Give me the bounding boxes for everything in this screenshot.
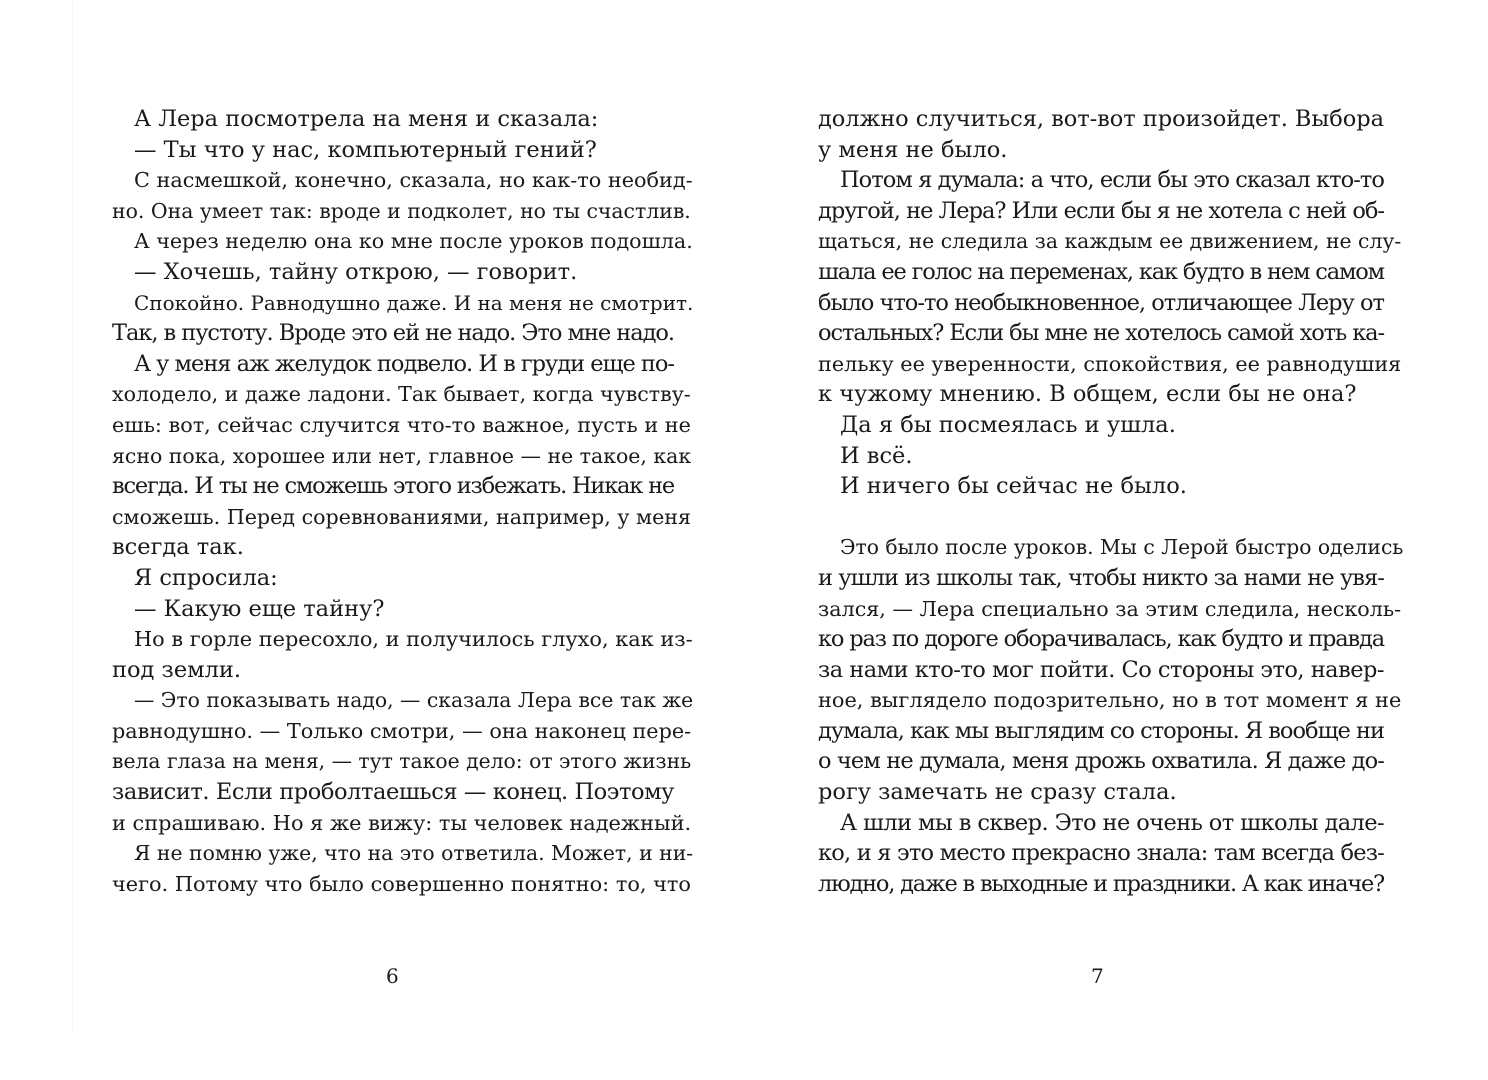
right-page [744, 0, 1488, 1080]
text-line: холодело, и даже ладони. Так бывает, когда чувству- [112, 382, 691, 407]
text-line: всегда. И ты не сможешь этого избежать. Никак не [112, 473, 674, 500]
text-line: Так, в пустоту. Вроде это ей не надо. Это мне надо. [112, 320, 674, 347]
text-line: — Какую еще тайну? [134, 595, 385, 622]
text-line: рогу замечать не сразу стала. [818, 779, 1177, 806]
text-line: ное, выглядело подозрительно, но в тот момент я не [818, 688, 1402, 713]
text-line: ко раз по дороге оборачивалась, как будто и правда [818, 626, 1384, 653]
text-line: Я не помню уже, что на это ответила. Может, и ни- [134, 841, 694, 866]
text-line [818, 502, 1384, 533]
text-line: А шли мы в сквер. Это не очень от школы дале- [840, 809, 1384, 836]
text-line: И ничего бы сейчас не было. [840, 473, 1187, 500]
text-line: зависит. Если проболтаешься — конец. Поэтому [112, 779, 674, 806]
text-line: о чем не думала, меня дрожь охватила. Я даже до- [818, 748, 1384, 775]
text-line: С насмешкой, конечно, сказала, но как-то необид- [134, 168, 693, 193]
text-line: к чужому мнению. В общем, если бы не она? [818, 381, 1357, 408]
right-page-text [818, 104, 1404, 899]
text-line: щаться, не следила за каждым ее движением, не слу- [818, 229, 1402, 254]
text-line: — Это показывать надо, — сказала Лера все так же [134, 688, 694, 713]
text-line: под земли. [112, 656, 242, 683]
text-line: у меня не было. [818, 136, 1008, 163]
text-line: А у меня аж желудок подвело. И в груди еще по- [134, 350, 674, 377]
text-line: — Ты что у нас, компьютерный гений? [134, 136, 597, 163]
page-number-left: 6 [386, 964, 399, 988]
text-line: И всё. [840, 442, 913, 469]
text-line: другой, не Лера? Или если бы я не хотела с ней об- [818, 197, 1384, 224]
text-line: но. Она умеет так: вроде и подколет, но ты счастлив. [112, 198, 691, 223]
text-line: зался, — Лера специально за этим следила, несколь- [818, 596, 1402, 621]
text-line: должно случиться, вот-вот произойдет. Выбора [818, 106, 1384, 132]
text-line: остальных? Если бы мне не хотелось самой хоть ка- [818, 320, 1384, 347]
text-line: и спрашиваю. Но я же вижу: ты человек надежный. [112, 810, 692, 835]
text-line: пельку ее уверенности, спокойствия, ее равнодушия [818, 351, 1402, 376]
text-line: сможешь. Перед соревнованиями, например, у меня [112, 504, 692, 529]
text-line: вела глаза на меня, — тут такое дело: от этого жизнь [112, 749, 692, 774]
text-line: людно, даже в выходные и праздники. А как иначе? [818, 870, 1384, 897]
text-line: думала, как мы выглядим со стороны. Я вообще ни [818, 717, 1384, 744]
text-line: Да я бы посмеялась и ушла. [840, 411, 1176, 438]
text-line: и ушли из школы так, чтобы никто за нами не увя- [818, 564, 1384, 591]
text-line: ешь: вот, сейчас случится что-то важное, пусть и не [112, 412, 691, 437]
page-number-right: 7 [1091, 964, 1104, 988]
text-line: ко, и я это место прекрасно знала: там всегда без- [818, 840, 1384, 867]
text-line: А через неделю она ко мне после уроков подошла. [134, 229, 693, 254]
left-page-text [112, 104, 694, 899]
text-line: Я спросила: [134, 564, 278, 591]
text-line: Потом я думала: а что, если бы это сказал кто-то [840, 167, 1384, 194]
text-line: ясно пока, хорошее или нет, главное — не такое, как [112, 443, 692, 468]
text-line: всегда так. [112, 534, 244, 561]
text-line: А Лера посмотрела на меня и сказала: [134, 106, 599, 132]
text-line: шала ее голос на переменах, как будто в нем самом [818, 258, 1384, 285]
text-line: было что-то необыкновенное, отличающее Леру от [818, 289, 1384, 316]
text-line: Но в горле пересохло, и получилось глухо, как из- [134, 627, 693, 652]
text-line: чего. Потому что было совершенно понятно: то, что [112, 871, 691, 896]
text-line: Это было после уроков. Мы с Лерой быстро оделись [840, 535, 1404, 560]
text-line: Спокойно. Равнодушно даже. И на меня не смотрит. [134, 290, 694, 315]
text-line: за нами кто-то мог пойти. Со стороны это, навер- [818, 656, 1384, 683]
text-line: — Хочешь, тайну открою, — говорит. [134, 258, 578, 285]
text-line: равнодушно. — Только смотри, — она наконец пере- [112, 718, 692, 743]
